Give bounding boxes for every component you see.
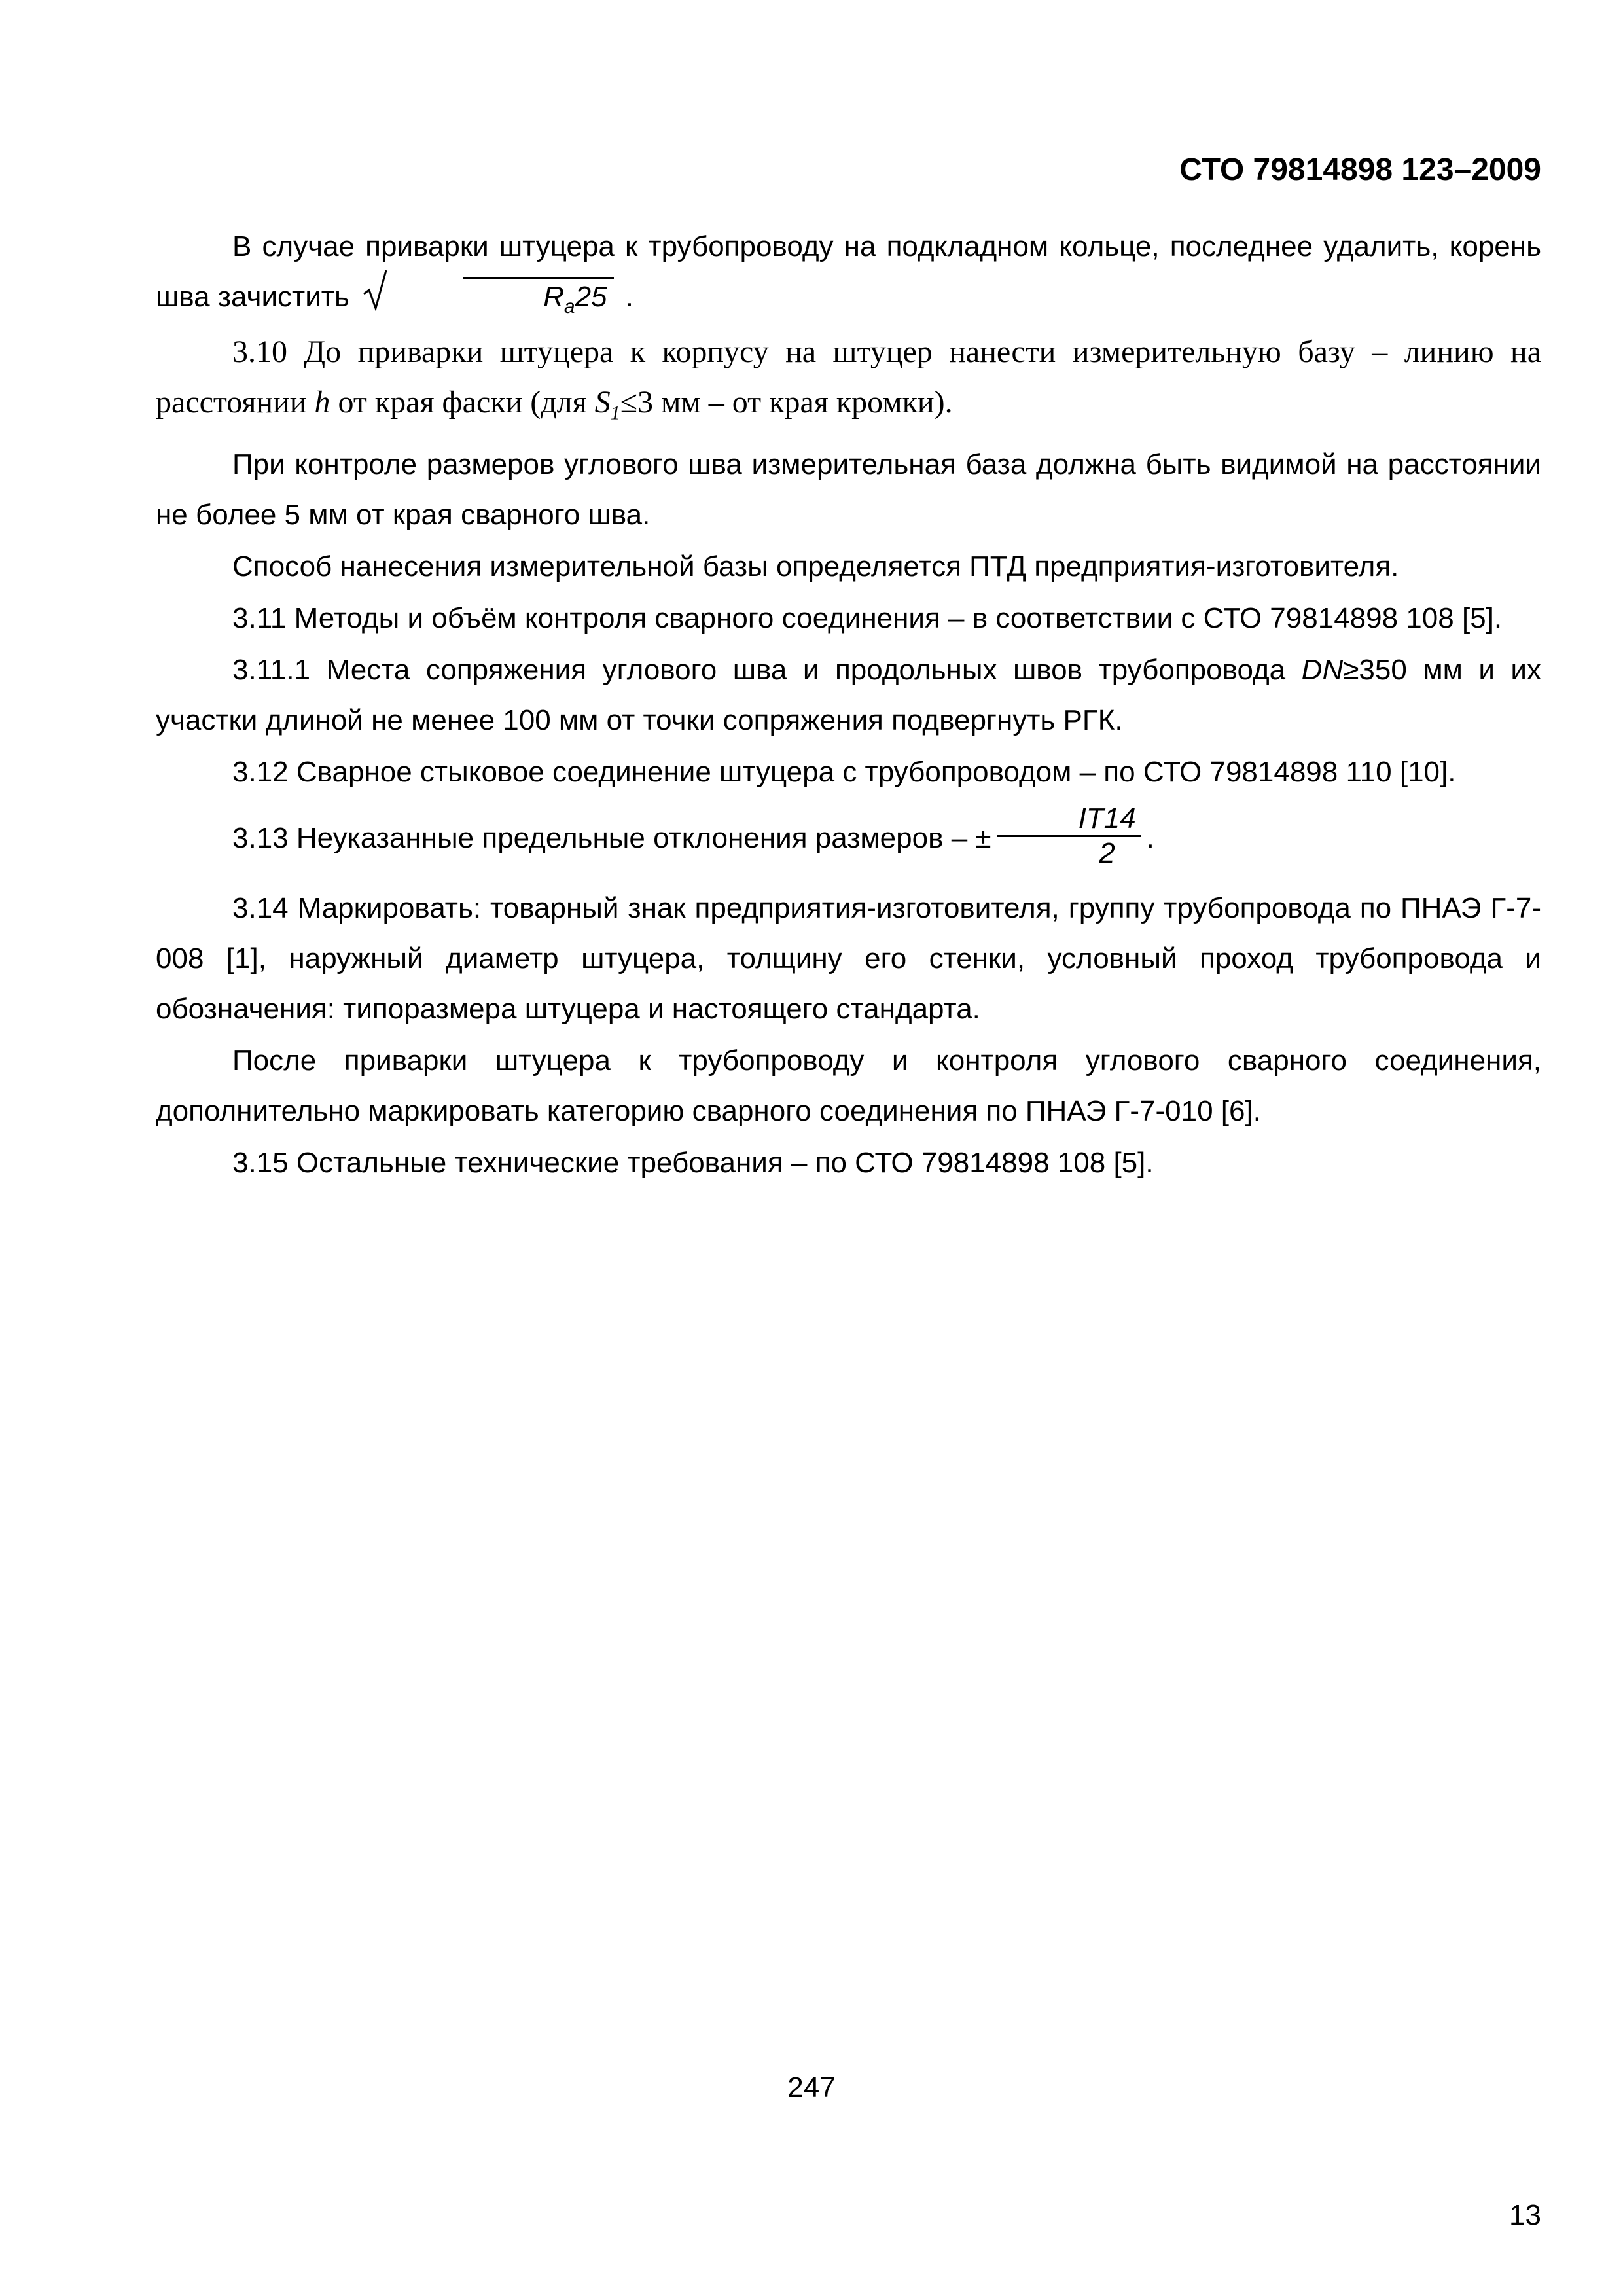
paragraph-text-mid: от края фаски (для: [338, 384, 587, 420]
paragraph-text: В случае приварки штуцера к трубопроводу на подкладном кольце, последнее удалить, корень шва зачистить: [156, 230, 1541, 313]
page-number-corner: 13: [1509, 2199, 1541, 2231]
paragraph-text: 3.10 До приварки штуцера к корпусу на штуцер нанести измерительную базу – линию на расстоянии: [156, 334, 1541, 420]
radical-sign-icon: [363, 268, 387, 311]
paragraph-3-14: 3.14 Маркировать: товарный знак предприятия-изготовителя, группу трубопровода по ПНАЭ Г-7-008 [1], наружный диаметр штуцера, толщину его стенки, условный проход трубопровода и обозначения: типоразмера штуцера и настоящего стандарта.: [156, 892, 1541, 1026]
document-code-header: СТО 79814898 123–2009: [1179, 152, 1541, 187]
paragraph-3-10: [156, 327, 1541, 439]
roughness-value: 25: [575, 281, 607, 313]
paragraph-3-11-1: [156, 645, 1541, 745]
variable-s-subscript: 1: [610, 402, 620, 424]
paragraph-end: .: [625, 281, 633, 313]
roughness-letter: R: [543, 281, 564, 313]
tolerance-fraction: [997, 802, 1141, 870]
paragraph-after-welding: После приварки штуцера к трубопроводу и контроля углового сварного соединения, дополнительно маркировать категорию сварного соединения по ПНАЭ Г-7-010 [6].: [156, 1045, 1541, 1128]
paragraph-3-15: 3.15 Остальные технические требования – по СТО 79814898 108 [5].: [232, 1147, 1154, 1179]
paragraph-text-end: ≥350 мм и их участки длиной не менее 100 мм от точки сопряжения подвергнуть РГК.: [156, 654, 1542, 737]
paragraph-text: 3.13 Неуказанные предельные отклонения размеров –: [232, 822, 968, 855]
paragraph-3-11: 3.11 Методы и объём контроля сварного соединения – в соответствии с СТО 79814898 108 [5].: [232, 602, 1503, 635]
paragraph-method: Способ нанесения измерительной базы определяется ПТД предприятия-изготовителя.: [232, 550, 1399, 583]
roughness-symbol: [363, 272, 613, 325]
paragraph-text: 3.11.1 Места сопряжения углового шва и продольных швов трубопровода: [232, 654, 1286, 687]
fraction-numerator: IT14: [997, 802, 1141, 837]
page-number-center: 247: [787, 2072, 836, 2104]
paragraph-3-13: [156, 802, 1541, 874]
paragraph-3-12: 3.12 Сварное стыковое соединение штуцера с трубопроводом – по СТО 79814898 110 [10].: [232, 756, 1456, 789]
variable-s: S: [594, 384, 611, 420]
roughness-subscript: a: [563, 295, 575, 317]
paragraph-control: При контроле размеров углового шва измерительная база должна быть видимой на расстоянии не более 5 мм от края сварного шва.: [156, 448, 1541, 531]
paragraph-weld-root: [156, 221, 1541, 325]
paragraph-text-end: ≤3 мм – от края кромки).: [620, 384, 953, 420]
paragraph-end: .: [1146, 822, 1154, 855]
variable-h: h: [314, 384, 330, 420]
body-text: [156, 221, 1541, 1188]
plus-minus-sign: ±: [975, 822, 991, 855]
variable-dn: DN: [1301, 654, 1344, 687]
fraction-denominator: 2: [1099, 837, 1115, 870]
